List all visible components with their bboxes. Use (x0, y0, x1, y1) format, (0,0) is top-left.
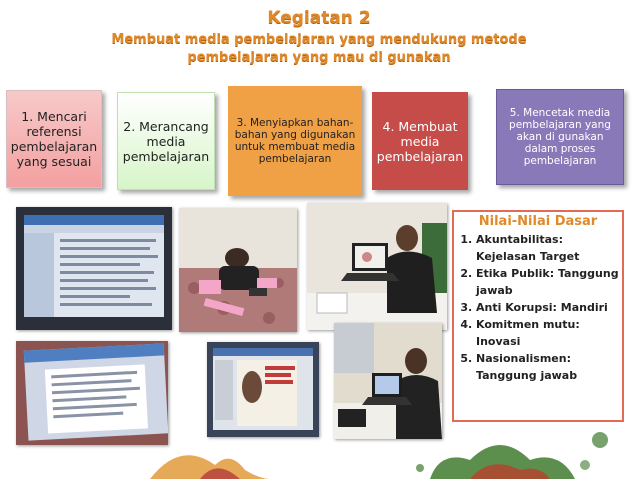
computer-screen-1-image (16, 207, 172, 330)
nilai-dasar-list (454, 231, 622, 384)
page-subtitle-line1: Membuat media pembelajaran yang mendukung metode (111, 32, 527, 47)
person-at-laptop-1-image (307, 203, 447, 330)
nilai-dasar-title: Nilai-Nilai Dasar (478, 214, 598, 229)
step-2-box (117, 92, 215, 190)
person-on-floor-image (179, 208, 297, 332)
step-3-label: 3. Menyiapkan bahan-bahan yang digunakan untuk membuat media pembelajaran (234, 117, 356, 165)
step-4-box (372, 92, 468, 190)
nilai-item-4: 4. Komitmen mutu: Inovasi (476, 316, 622, 350)
photo-person-on-floor (179, 208, 297, 332)
step-5-label: 5. Mencetak media pembelajaran yang akan di gunakan dalam proses pembelajaran (509, 107, 611, 167)
nilai-item-5: 5. Nasionalismen: Tanggung jawab (476, 350, 622, 384)
step-4-label: 4. Membuat media pembelajaran (376, 118, 464, 164)
step-1-box (6, 90, 102, 188)
photo-person-at-laptop-1 (307, 203, 447, 330)
page-title: Kegiatan 2 (267, 8, 371, 28)
decorative-paint-splash (0, 380, 638, 479)
nilai-item-2: 2. Etika Publik: Tanggung jawab (476, 265, 622, 299)
nilai-item-1: 1. Akuntabilitas: Kejelasan Target (476, 231, 622, 265)
page-subtitle-line2: pembelajaran yang mau di gunakan (187, 50, 451, 65)
photo-computer-screen-1 (16, 207, 172, 330)
step-1-label: 1. Mencari referensi pembelajaran yang sesuai (10, 109, 98, 169)
nilai-item-3: 3. Anti Korupsi: Mandiri (476, 299, 622, 316)
step-2-label: 2. Merancang media pembelajaran (122, 118, 210, 164)
step-5-box (496, 89, 624, 185)
step-3-box (228, 86, 362, 196)
